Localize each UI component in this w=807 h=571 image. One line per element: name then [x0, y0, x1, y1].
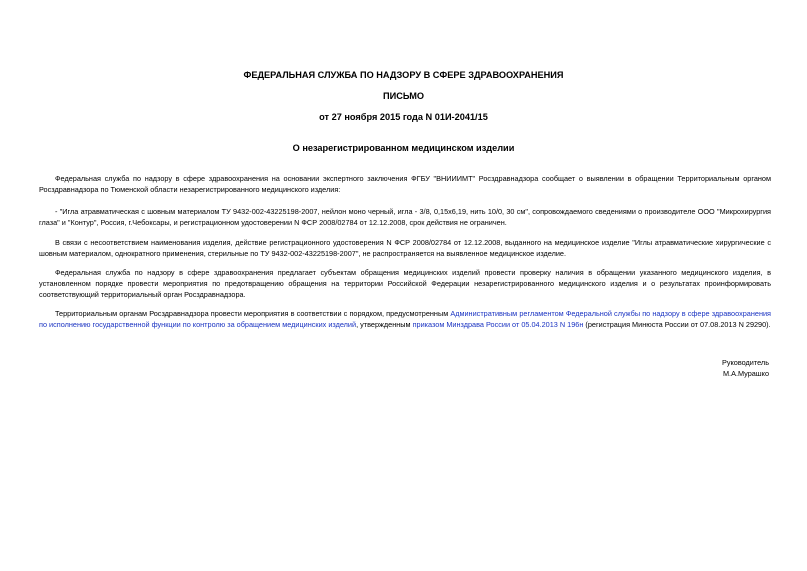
document-date-number: от 27 ноября 2015 года N 01И-2041/15 — [319, 112, 488, 122]
paragraph-1-text: Федеральная служба по надзору в сфере здравоохранения на основании экспертного заключения ФГБУ "ВНИИИМТ" Росздравнадзора сообщает о выявлении в обращении Территориальным органом Росздравнадзора по Тюменской области незарегистрированного медицинского изделия: — [39, 174, 771, 194]
paragraph-5-text-mid: , утвержденным — [356, 320, 413, 329]
paragraph-4 — [39, 267, 771, 300]
document-subject: О незарегистрированном медицинском изделии — [292, 143, 515, 153]
paragraph-5 — [39, 308, 771, 330]
paragraph-2 — [39, 206, 771, 228]
paragraph-5-text-end: (регистрация Минюста России от 07.08.2013 N 29290). — [583, 320, 771, 329]
agency-title: ФЕДЕРАЛЬНАЯ СЛУЖБА ПО НАДЗОРУ В СФЕРЕ ЗДРАВООХРАНЕНИЯ — [243, 70, 564, 80]
signature-title: Руководитель — [721, 358, 769, 367]
paragraph-1 — [39, 173, 771, 195]
document-type: ПИСЬМО — [382, 91, 425, 101]
paragraph-4-text: Федеральная служба по надзору в сфере здравоохранения предлагает субъектам обращения медицинских изделий провести проверку наличия в обращении указанного медицинского изделия, в установленном порядке провести мероприятия по предотвращению обращения на территории Российской Федерации незарегистрированного медицинского изделия и о результатах проинформировать соответствующий территориальный орган Росздравнадзора. — [39, 268, 771, 299]
admin-regulation-link[interactable]: Административным регламентом Федеральной службы по надзору в сфере здравоохранения по исполнению государственной функции по контролю за обращением медицинских изделий — [39, 309, 772, 329]
paragraph-5-text-start: Территориальным органам Росздравнадзора провести мероприятия в соответствии с порядком, предусмотренным — [55, 309, 451, 318]
ministry-order-link[interactable]: приказом Минздрава России от 05.04.2013 N 196н — [412, 320, 584, 329]
paragraph-2-text: - "Игла атравматическая с шовным материалом ТУ 9432-002-43225198-2007, нейлон моно черный, игла - 3/8, 0,15х6,19, нить 10/0, 30 см", сопровождаемого сведениями о производителе ООО "Микрохирургия глаза" и "Контур", Россия, г.Чебоксары, и регистрационном удостоверении N ФСР 2008/02784 от 12.12.2008, срок действия не ограничен. — [39, 207, 771, 227]
paragraph-3-text: В связи с несоответствием наименования изделия, действие регистрационного удостоверения N ФСР 2008/02784 от 12.12.2008, выданного на медицинское изделие "Иглы атравматические хирургические с шовным материалом, однократного применения, стерильные по ТУ 9432-002-43225198-2007", не распространяется на выявленное медицинское изделие. — [39, 238, 771, 258]
signature-name: М.А.Мурашко — [722, 369, 769, 378]
paragraph-3 — [39, 237, 771, 259]
